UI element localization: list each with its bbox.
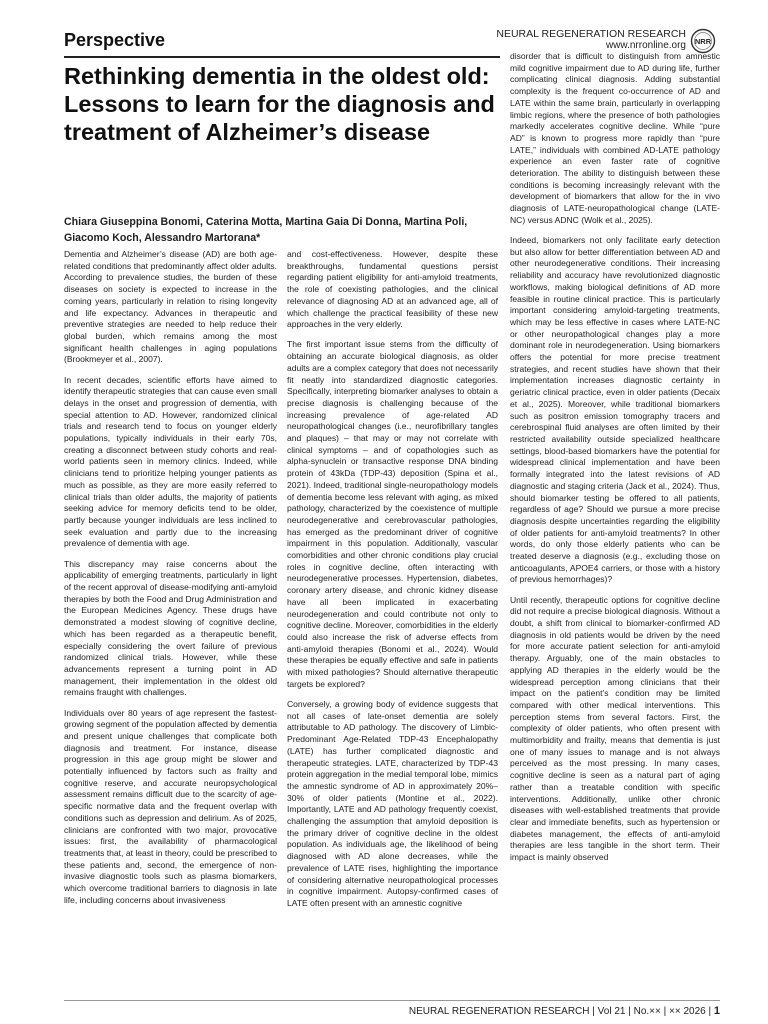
paragraph: Individuals over 80 years of age represent the fastest-growing segment of the population affected by dementia and present unique challenges that complicate both diagnosis and treatment. For instance, disease progression in this age group might be slower and potentially influenced by factors such as frailty and cognitive reserve, and accurate neuropsychological assessment remains difficult due to the scarcity of age-specific normative data and the frequent overlap with conditions such as depression and delirium. As of 2025, clinicians are confronted with two major, provocative issues: first, the availability of pharmacological treatments that, at least in theory, could be prescribed to these patients and, second, the emergence of non-invasive diagnostic tools such as plasma biomarkers, which overcome traditional barriers to diagnosis in late life, including concerns about invasiveness [64,707,277,905]
paragraph: In recent decades, scientific efforts have aimed to identify therapeutic strategies that can cause even small delays in the onset and progression of dementia, with special attention to AD. However, randomized clinical trials and research tend to focus on younger elderly populations, typically individuals in their early 70s, creating a disconnect between study cohorts and real-world patients seen in memory clinics. Indeed, while clinicians tend to prioritize helping younger patients as much as possible, as they are more easily referred to clinical trials than older adults, the majority of patients seeking advice for memory deficits tend to be older, partly because younger individuals are less inclined to seek evaluation and partly due to the increasing prevalence of dementia with age. [64,374,277,549]
footer-citation: NEURAL REGENERATION RESEARCH | Vol 21 | No.×× | ×× 2026 | [408,1006,712,1017]
logo-text: NRR [694,36,712,46]
paragraph: disorder that is difficult to distinguish from amnestic mild cognitive impairment due to AD during life, further complicating clinical diagnosis. Adding substantial complexity is the frequent co-occurrence of AD and LATE within the same brain, particularly in overlapping limbic regions, where the presence of both pathologies markedly accelerates cognitive decline. While “pure AD” is known to progress more rapidly than “pure LATE,” individuals with combined AD-LATE pathology experience an even faster rate of cognitive deterioration. The ability to distinguish between these conditions is becoming increasingly relevant with the development of biomarkers that allow for the in vivo diagnosis of LATE-neuropathological change (LATE-NC) versus ADNC (Wolk et al., 2025). [510,51,720,225]
header-rule [64,56,500,58]
section-label: Perspective [64,30,166,50]
page-number: 1 [713,1005,720,1017]
author-list: Chiara Giuseppina Bonomi, Caterina Motta, Martina Gaia Di Donna, Martina Poli, Giacomo Koch, Alessandro Martorana* [64,216,468,244]
text-column-1 [64,249,277,989]
text-column-2 [287,249,498,989]
paragraph: Conversely, a growing body of evidence suggests that not all cases of late-onset dementia are solely attributable to AD pathology. The discovery of Limbic-Predominant Age-Related TDP-43 Encephalopathy (LATE) has further complicated diagnostic and therapeutic strategies. LATE, characterized by TDP-43 protein aggregation in the medial temporal lobe, mimics the amnestic syndrome of AD in approximately 20%–30% of older patients (Montine et al., 2022). Importantly, LATE and AD pathology frequently coexist, challenging the assumption that amyloid deposition is the primary driver of cognitive decline in the oldest population. As individuals age, the likelihood of being diagnosed with AD alone decreases, while the prevalence of LATE rises, highlighting the importance of considering alternative neuropathological processes in cognitive impairment. Autopsy-confirmed cases of LATE often present with an amnestic cognitive [287,699,498,908]
journal-url[interactable]: www.nrronline.org [605,40,686,51]
paragraph: The first important issue stems from the difficulty of obtaining an accurate biological diagnosis, as older adults are a complex category that does not necessarily fit neatly into standardized diagnostic categories. Specifically, interpreting biomarker analyses to obtain a precise diagnosis is challenging because of the increasing prevalence of age-related AD neuropathological changes (i.e., neurofibrillary tangles and plaques) – that may or may not correlate with clinical symptoms – and of copathologies such as alpha-synuclein or transactive response DNA binding protein of 43kDa (TDP-43) deposition (Spina et al., 2021). Indeed, traditional single-neuropathology models of dementia become less relevant with aging, as mixed pathology, characterized by the coexistence of multiple neurodegenerative and cerebrovascular pathologies, has emerged as the predominant driver of cognitive impairment in this population. Additionally, vascular comorbidities and other chronic conditions play crucial roles in cognitive decline, often interacting with neurodegenerative processes. Hypertension, diabetes, coronary artery disease, and chronic kidney disease have all been implicated in exacerbating neurodegeneration and could contribute not only to cognitive decline. Moreover, comorbidities in the elderly could also increase the risk of adverse effects from anti-amyloid therapies (Bonomi et al., 2024). Would these therapies be equally effective and safe in patients with mixed pathologies? Should alternative therapeutic targets be explored? [287,339,498,689]
footer-rule [64,1000,720,1001]
journal-name: NEURAL REGENERATION RESEARCH [496,28,686,40]
journal-header [496,28,686,52]
paragraph: Indeed, biomarkers not only facilitate early detection but also allow for better differentiation between AD and other neurodegenerative conditions. Their increasing reliability and accuracy have revolutionized diagnostic workflows, making biological definitions of AD more feasible in routine clinical practice. This is particularly important considering amyloid-targeting treatments, which may be less effective in cases where LATE-NC or other neuropathological changes play a more dominant role in neurodegeneration. Using biomarkers offers the potential for more precise treatment strategies, and recent studies have shown that their implementation increases diagnostic certainty in geriatric clinical practice, even in older patients (Decaix et al., 2025). Moreover, while traditional biomarkers such as positron emission tomography tracers and cerebrospinal fluid analyses are often limited by their restricted availability outside specialized healthcare settings, blood-based biomarkers have the potential for widespread clinical implementation and have been formally integrated into the latest revisions of AD diagnostic and staging criteria (Jack et al., 2024). Thus, should biomarker testing be offered to all patients, regardless of age? Should we pursue a more precise diagnosis despite uncertainties regarding the eligibility of older patients for anti-amyloid treatments? In other words, do only those elderly patients who can be treated deserve a diagnosis (e.g., excluding those on anticoagulants, APOE4 carriers, or those with a history of previous hemorrhages)? [510,235,720,585]
paragraph: and cost-effectiveness. However, despite these breakthroughs, fundamental questions persist regarding patient eligibility for anti-amyloid treatments, the role of coexisting pathologies, and the clinical relevance of diagnosing AD at an advanced age, all of which challenge the practical feasibility of these new approaches in the very elderly. [287,249,498,330]
page-footer [409,1005,720,1017]
paragraph: This discrepancy may raise concerns about the applicability of emerging treatments, particularly in light of the recent approval of disease-modifying anti-amyloid therapies by both the Food and Drug Administration and the European Medicines Agency. These drugs have demonstrated a modest slowing of cognitive decline, which has been regarded as a therapeutic benefit, especially considering the overt failure of previous randomized clinical trials. However, while these advancements represent a turning point in AD management, their implementation in the oldest old remains fraught with challenges. [64,558,277,698]
paragraph: Dementia and Alzheimer’s disease (AD) are both age-related conditions that predominantly affect older adults. According to prevalence studies, the burden of these diseases on society is expected to increase in the coming years, particularly in relation to rising longevity and life expectancy. Advances in therapeutic and preventive strategies are needed to help reduce their global burden, which remains among the most significant health challenges in aging populations (Brookmeyer et al., 2007). [64,249,277,365]
text-column-3 [510,51,720,989]
article-title: Rethinking dementia in the oldest old: Lessons to learn for the diagnosis and treatment of Alzheimer’s disease [64,63,495,145]
paragraph: Until recently, therapeutic options for cognitive decline did not require a precise biological diagnosis. Without a doubt, a shift from clinical to biomarker-confirmed AD diagnosis in old patients would be driven by the need for more accurate patient selection for anti-amyloid therapy. Arguably, one of the main obstacles to applying AD therapies in the elderly would be the widespread perception among clinicians that their impact on the patient’s condition may be limited compared with other medical interventions. This perception stems from several factors. First, the complexity of older patients, who often present with multimorbidity and frailty, means that dementia is just one of many issues to manage and is not always perceived as the most pressing. In many cases, cognitive decline is seen as a natural part of aging rather than a treatable condition with specific interventions. Additionally, unlike other chronic diseases with well-established treatments that provide clear and immediate benefits, such as hypertension or diabetes management, the effects of anti-amyloid therapies are less tangible in the short term. Their impact is mainly observed [510,594,720,863]
